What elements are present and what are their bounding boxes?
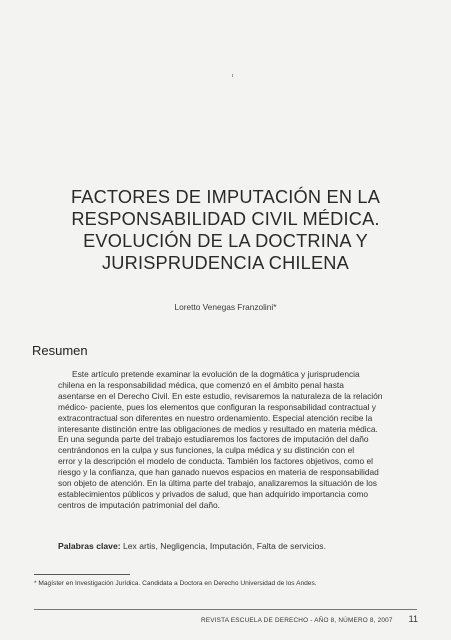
abstract-line: centros de imputación patrimonial del daño. [58,499,221,510]
article-title [40,186,411,274]
author-name: Loretto Venegas Franzolini* [174,302,277,312]
abstract-line: son objeto de atención. En la última parte del trabajo, analizaremos la situación de los [58,478,377,489]
abstract-line: error y la descripción el modelo de conducta. También los factores objetivos, como el [58,456,373,467]
abstract-line: extracontractual son diferentes en nuestro ordenamiento. Especial atención recibe la [58,412,373,423]
footnote: * Magíster en Investigación Jurídica. Candidata a Doctora en Derecho Universidad de los Andes. [34,580,317,587]
abstract-line: chilena en la responsabilidad médica, que comenzó en el ámbito penal hasta [58,379,344,390]
page-number: 11 [408,614,418,624]
abstract-line: riesgo y la confianza, que han ganado nuevos espacios en materia de responsabilidad [58,467,379,478]
title-line: FACTORES DE IMPUTACIÓN EN LA [70,187,381,207]
scan-mark [232,74,233,77]
keywords-text: Lex artis, Negligencia, Imputación, Falta de servicios. [122,541,326,551]
abstract-line: interesante distinción entre las obligaciones de medios y resultado en materia médica. [58,423,378,434]
section-heading: Resumen [32,343,88,358]
abstract-line: Este artículo pretende examinar la evolución de la dogmática y jurisprudencia [72,369,360,379]
abstract-line: médico- paciente, pues los elementos que configuran la responsabilidad contractual y [58,401,376,412]
title-line: JURISPRUDENCIA CHILENA [102,253,349,273]
title-line: RESPONSABILIDAD CIVIL MÉDICA. [71,209,380,229]
footnote-divider [34,574,130,575]
page-footer [34,614,418,624]
abstract-line: centrándonos en la culpa y sus funciones, la culpa médica y su distinción con el [58,445,355,456]
keywords-label: Palabras clave: [58,541,121,551]
journal-citation: REVISTA ESCUELA DE DERECHO - AÑO 8, NÚMERO 8, 2007 [200,617,393,624]
footer-divider [34,609,417,610]
title-line: EVOLUCIÓN DE LA DOCTRINA Y [83,231,368,251]
keywords-line [58,541,326,551]
abstract-paragraph [58,369,415,511]
abstract-line: En una segunda parte del trabajo estudiaremos los factores de imputación del daño [58,434,369,445]
abstract-line: establecimientos públicos y privados de salud, que han adquirido importancia como [58,488,369,499]
abstract-line: asentarse en el Derecho Civil. En este estudio, revisaremos la naturaleza de la relación [58,390,383,401]
